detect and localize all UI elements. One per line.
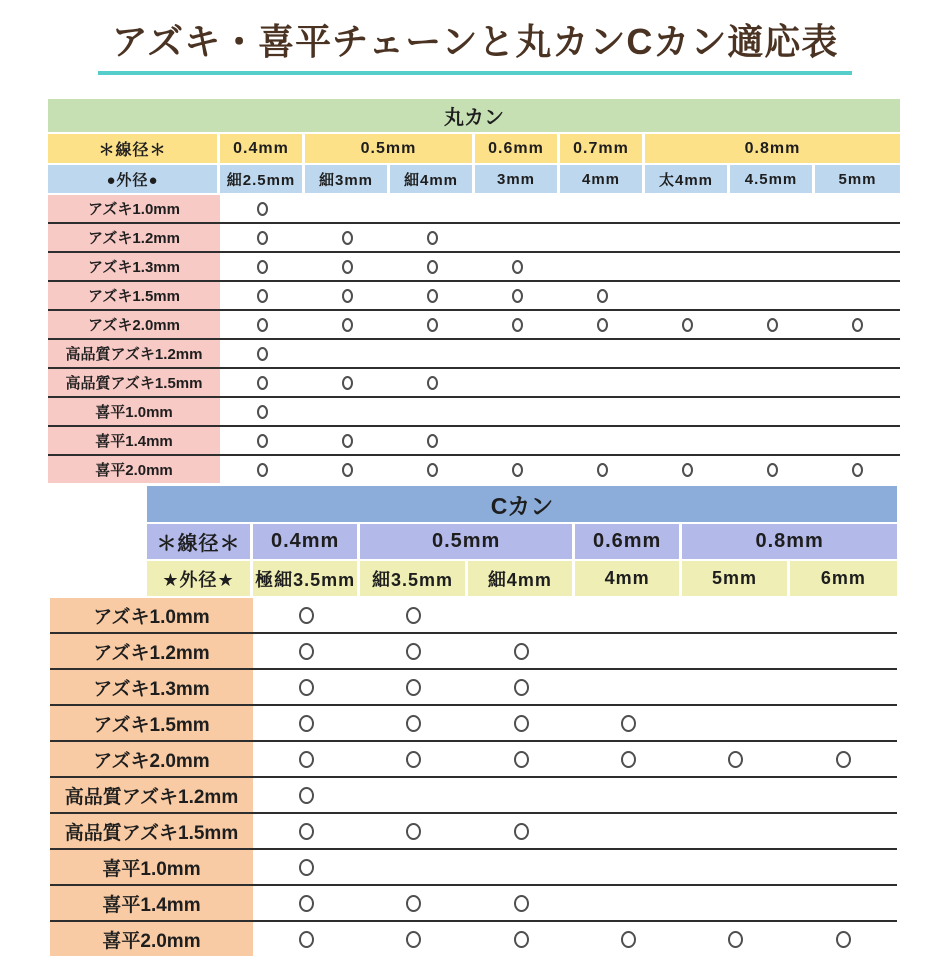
mark-cell bbox=[790, 814, 897, 848]
mark-cell bbox=[360, 598, 467, 632]
mark-cell bbox=[390, 282, 475, 309]
compat-circle-icon bbox=[406, 607, 421, 624]
mark-cell bbox=[360, 778, 467, 812]
mark-cell bbox=[305, 340, 390, 367]
mark-cell bbox=[575, 814, 682, 848]
mark-cell bbox=[815, 224, 900, 251]
table-row bbox=[50, 632, 897, 668]
mark-cell bbox=[468, 778, 575, 812]
compat-circle-icon bbox=[299, 607, 314, 624]
mark-cell bbox=[390, 398, 475, 425]
compat-circle-icon bbox=[767, 318, 778, 332]
mark-cell bbox=[645, 369, 730, 396]
mark-cell bbox=[682, 922, 789, 956]
mark-cell bbox=[305, 224, 390, 251]
mark-cell bbox=[475, 195, 560, 222]
mark-cell bbox=[390, 253, 475, 280]
mark-cell bbox=[790, 598, 897, 632]
mark-cell bbox=[645, 195, 730, 222]
compat-circle-icon bbox=[406, 751, 421, 768]
compat-circle-icon bbox=[514, 643, 529, 660]
mark-cell bbox=[220, 195, 305, 222]
table-row bbox=[48, 338, 900, 367]
mark-cell bbox=[575, 634, 682, 668]
row-label: アズキ1.5mm bbox=[50, 706, 253, 740]
compat-circle-icon bbox=[427, 376, 438, 390]
od-size-cell: 4mm bbox=[575, 561, 682, 596]
od-size-cell: 5mm bbox=[815, 165, 900, 193]
mark-cell bbox=[253, 778, 360, 812]
mark-cell bbox=[390, 369, 475, 396]
compat-circle-icon bbox=[514, 751, 529, 768]
wire-size-cell: 0.8mm bbox=[645, 134, 900, 163]
row-label: 高品質アズキ1.5mm bbox=[50, 814, 253, 848]
outer-diameter-row bbox=[50, 561, 897, 596]
mark-cell bbox=[390, 340, 475, 367]
wire-diameter-row bbox=[50, 524, 897, 559]
compat-circle-icon bbox=[406, 895, 421, 912]
mark-cell bbox=[468, 922, 575, 956]
compat-circle-icon bbox=[514, 679, 529, 696]
wire-size-cell: 0.5mm bbox=[360, 524, 575, 559]
compat-circle-icon bbox=[342, 231, 353, 245]
mark-cell bbox=[645, 398, 730, 425]
compat-circle-icon bbox=[427, 231, 438, 245]
compat-circle-icon bbox=[342, 260, 353, 274]
compat-circle-icon bbox=[299, 715, 314, 732]
outer-diameter-row bbox=[48, 165, 900, 193]
table-row bbox=[48, 454, 900, 483]
mark-cell bbox=[253, 850, 360, 884]
row-label: アズキ1.2mm bbox=[48, 224, 220, 251]
mark-cell bbox=[475, 456, 560, 483]
row-label: アズキ1.3mm bbox=[48, 253, 220, 280]
mark-cell bbox=[390, 195, 475, 222]
mark-cell bbox=[645, 282, 730, 309]
compat-circle-icon bbox=[512, 289, 523, 303]
compat-circle-icon bbox=[512, 463, 523, 477]
mark-cell bbox=[575, 598, 682, 632]
mark-cell bbox=[730, 224, 815, 251]
compat-circle-icon bbox=[406, 823, 421, 840]
mark-cell bbox=[560, 311, 645, 338]
mark-cell bbox=[575, 850, 682, 884]
mark-cell bbox=[682, 706, 789, 740]
mark-cell bbox=[360, 814, 467, 848]
table-row bbox=[50, 848, 897, 884]
mark-cell bbox=[730, 427, 815, 454]
mark-cell bbox=[360, 922, 467, 956]
compat-circle-icon bbox=[342, 434, 353, 448]
compat-circle-icon bbox=[406, 715, 421, 732]
table-row bbox=[50, 884, 897, 920]
table-row bbox=[50, 812, 897, 848]
table-row bbox=[48, 425, 900, 454]
row-label: アズキ1.2mm bbox=[50, 634, 253, 668]
mark-cell bbox=[475, 253, 560, 280]
mark-cell bbox=[560, 398, 645, 425]
mark-cell bbox=[815, 427, 900, 454]
mark-cell bbox=[220, 427, 305, 454]
mark-cell bbox=[468, 634, 575, 668]
od-size-cell: 3mm bbox=[475, 165, 560, 193]
table-row bbox=[50, 598, 897, 632]
outer-diameter-label: ●外径● bbox=[48, 165, 220, 193]
header-offset-spacer bbox=[50, 524, 147, 559]
compat-circle-icon bbox=[852, 463, 863, 477]
mark-cell bbox=[575, 922, 682, 956]
table-row bbox=[48, 222, 900, 251]
row-label: 喜平2.0mm bbox=[48, 456, 220, 483]
mark-cell bbox=[575, 742, 682, 776]
compat-circle-icon bbox=[257, 202, 268, 216]
mark-cell bbox=[360, 850, 467, 884]
compat-circle-icon bbox=[257, 347, 268, 361]
mark-cell bbox=[475, 311, 560, 338]
mark-cell bbox=[468, 814, 575, 848]
table-title-row bbox=[48, 99, 900, 132]
title-block bbox=[0, 0, 950, 75]
row-label: アズキ1.3mm bbox=[50, 670, 253, 704]
mark-cell bbox=[560, 340, 645, 367]
od-size-cell: 6mm bbox=[790, 561, 897, 596]
mark-cell bbox=[220, 340, 305, 367]
mark-cell bbox=[575, 886, 682, 920]
table-row bbox=[50, 920, 897, 956]
mark-cell bbox=[305, 253, 390, 280]
mark-cell bbox=[253, 634, 360, 668]
compat-circle-icon bbox=[767, 463, 778, 477]
mark-cell bbox=[682, 634, 789, 668]
compat-circle-icon bbox=[342, 376, 353, 390]
mark-cell bbox=[730, 195, 815, 222]
row-label: アズキ1.0mm bbox=[50, 598, 253, 632]
mark-cell bbox=[560, 253, 645, 280]
mark-cell bbox=[575, 706, 682, 740]
wire-size-cell: 0.5mm bbox=[305, 134, 475, 163]
mark-cell bbox=[468, 706, 575, 740]
mark-cell bbox=[790, 706, 897, 740]
compat-circle-icon bbox=[299, 643, 314, 660]
mark-cell bbox=[730, 369, 815, 396]
mark-cell bbox=[475, 340, 560, 367]
page-title: アズキ・喜平チェーンと丸カンCカン適応表 bbox=[98, 14, 853, 75]
mark-cell bbox=[645, 311, 730, 338]
compat-circle-icon bbox=[512, 318, 523, 332]
compat-circle-icon bbox=[406, 643, 421, 660]
compat-circle-icon bbox=[514, 715, 529, 732]
mark-cell bbox=[790, 850, 897, 884]
row-label: アズキ2.0mm bbox=[48, 311, 220, 338]
wire-size-cell: 0.6mm bbox=[575, 524, 682, 559]
mark-cell bbox=[390, 224, 475, 251]
mark-cell bbox=[815, 369, 900, 396]
table-row bbox=[50, 704, 897, 740]
compat-circle-icon bbox=[514, 823, 529, 840]
wire-diameter-label: ＊線径＊ bbox=[48, 134, 220, 163]
mark-cell bbox=[560, 427, 645, 454]
mark-cell bbox=[575, 670, 682, 704]
mark-cell bbox=[560, 282, 645, 309]
header-offset-spacer bbox=[50, 561, 147, 596]
od-size-cell: 細3mm bbox=[305, 165, 390, 193]
mark-cell bbox=[360, 634, 467, 668]
mark-cell bbox=[815, 311, 900, 338]
mark-cell bbox=[305, 427, 390, 454]
mark-cell bbox=[390, 427, 475, 454]
wire-size-cell: 0.6mm bbox=[475, 134, 560, 163]
compat-circle-icon bbox=[512, 260, 523, 274]
mark-cell bbox=[468, 598, 575, 632]
mark-cell bbox=[790, 670, 897, 704]
table-row bbox=[50, 740, 897, 776]
mark-cell bbox=[253, 742, 360, 776]
mark-cell bbox=[815, 195, 900, 222]
mark-cell bbox=[360, 670, 467, 704]
od-size-cell: 5mm bbox=[682, 561, 789, 596]
wire-size-cell: 0.4mm bbox=[220, 134, 305, 163]
table-row bbox=[50, 776, 897, 812]
row-label: 喜平1.4mm bbox=[50, 886, 253, 920]
table-row bbox=[48, 280, 900, 309]
compat-circle-icon bbox=[682, 463, 693, 477]
mark-cell bbox=[645, 224, 730, 251]
od-size-cell: 太4mm bbox=[645, 165, 730, 193]
row-label: 喜平2.0mm bbox=[50, 922, 253, 956]
compat-circle-icon bbox=[406, 931, 421, 948]
mark-cell bbox=[305, 311, 390, 338]
table-title: 丸カン bbox=[48, 99, 900, 132]
mark-cell bbox=[220, 224, 305, 251]
outer-diameter-label: ★外径★ bbox=[147, 561, 253, 596]
compat-circle-icon bbox=[406, 679, 421, 696]
compat-circle-icon bbox=[852, 318, 863, 332]
mark-cell bbox=[305, 369, 390, 396]
mark-cell bbox=[790, 742, 897, 776]
mark-cell bbox=[220, 253, 305, 280]
mark-cell bbox=[253, 598, 360, 632]
mark-cell bbox=[468, 886, 575, 920]
mark-cell bbox=[730, 311, 815, 338]
mark-cell bbox=[253, 922, 360, 956]
od-size-cell: 細4mm bbox=[468, 561, 575, 596]
mark-cell bbox=[730, 253, 815, 280]
mark-cell bbox=[475, 224, 560, 251]
table-row bbox=[50, 668, 897, 704]
mark-cell bbox=[815, 282, 900, 309]
compat-circle-icon bbox=[836, 751, 851, 768]
mark-cell bbox=[575, 778, 682, 812]
compat-circle-icon bbox=[257, 289, 268, 303]
mark-cell bbox=[305, 398, 390, 425]
mark-cell bbox=[468, 670, 575, 704]
compat-circle-icon bbox=[514, 931, 529, 948]
row-label: アズキ1.0mm bbox=[48, 195, 220, 222]
mark-cell bbox=[815, 340, 900, 367]
mark-cell bbox=[253, 814, 360, 848]
wire-size-cell: 0.8mm bbox=[682, 524, 897, 559]
od-size-cell: 細3.5mm bbox=[360, 561, 467, 596]
row-label: 高品質アズキ1.2mm bbox=[50, 778, 253, 812]
mark-cell bbox=[790, 886, 897, 920]
mark-cell bbox=[682, 742, 789, 776]
mark-cell bbox=[682, 598, 789, 632]
mark-cell bbox=[220, 456, 305, 483]
mark-cell bbox=[390, 311, 475, 338]
row-label: 喜平1.0mm bbox=[50, 850, 253, 884]
wire-diameter-row bbox=[48, 134, 900, 163]
mark-cell bbox=[682, 670, 789, 704]
mark-cell bbox=[475, 427, 560, 454]
row-label: アズキ2.0mm bbox=[50, 742, 253, 776]
row-label: 高品質アズキ1.5mm bbox=[48, 369, 220, 396]
compat-circle-icon bbox=[597, 318, 608, 332]
mark-cell bbox=[390, 456, 475, 483]
compat-circle-icon bbox=[682, 318, 693, 332]
wire-size-cell: 0.4mm bbox=[253, 524, 360, 559]
mark-cell bbox=[645, 253, 730, 280]
mark-cell bbox=[253, 886, 360, 920]
compat-circle-icon bbox=[621, 751, 636, 768]
mark-cell bbox=[815, 456, 900, 483]
table-title: Cカン bbox=[147, 486, 897, 522]
compat-circle-icon bbox=[299, 931, 314, 948]
ckan-table bbox=[50, 486, 897, 956]
od-size-cell: 4mm bbox=[560, 165, 645, 193]
compat-circle-icon bbox=[427, 434, 438, 448]
compat-circle-icon bbox=[299, 679, 314, 696]
mark-cell bbox=[468, 850, 575, 884]
compat-circle-icon bbox=[257, 231, 268, 245]
compat-circle-icon bbox=[257, 318, 268, 332]
mark-cell bbox=[360, 742, 467, 776]
marukan-table bbox=[48, 99, 900, 483]
mark-cell bbox=[730, 282, 815, 309]
mark-cell bbox=[475, 398, 560, 425]
mark-cell bbox=[305, 195, 390, 222]
row-label: アズキ1.5mm bbox=[48, 282, 220, 309]
mark-cell bbox=[253, 670, 360, 704]
row-label: 喜平1.0mm bbox=[48, 398, 220, 425]
table-row bbox=[48, 367, 900, 396]
mark-cell bbox=[220, 282, 305, 309]
compat-circle-icon bbox=[728, 751, 743, 768]
mark-cell bbox=[360, 706, 467, 740]
compat-circle-icon bbox=[427, 318, 438, 332]
wire-diameter-label: ＊線径＊ bbox=[147, 524, 253, 559]
compat-circle-icon bbox=[597, 289, 608, 303]
mark-cell bbox=[560, 369, 645, 396]
compat-circle-icon bbox=[342, 463, 353, 477]
compat-circle-icon bbox=[342, 318, 353, 332]
compat-circle-icon bbox=[342, 289, 353, 303]
mark-cell bbox=[682, 814, 789, 848]
compat-circle-icon bbox=[257, 376, 268, 390]
compat-circle-icon bbox=[257, 434, 268, 448]
mark-cell bbox=[645, 340, 730, 367]
table-row bbox=[48, 195, 900, 222]
mark-cell bbox=[560, 224, 645, 251]
compat-circle-icon bbox=[427, 463, 438, 477]
table-row bbox=[48, 309, 900, 338]
mark-cell bbox=[475, 369, 560, 396]
od-size-cell: 4.5mm bbox=[730, 165, 815, 193]
od-size-cell: 細2.5mm bbox=[220, 165, 305, 193]
compat-circle-icon bbox=[427, 260, 438, 274]
mark-cell bbox=[220, 369, 305, 396]
mark-cell bbox=[815, 398, 900, 425]
table-row bbox=[48, 396, 900, 425]
mark-cell bbox=[682, 778, 789, 812]
compat-circle-icon bbox=[621, 931, 636, 948]
mark-cell bbox=[305, 456, 390, 483]
mark-cell bbox=[475, 282, 560, 309]
compat-circle-icon bbox=[299, 859, 314, 876]
compat-circle-icon bbox=[257, 463, 268, 477]
mark-cell bbox=[468, 742, 575, 776]
mark-cell bbox=[790, 778, 897, 812]
mark-cell bbox=[682, 850, 789, 884]
mark-cell bbox=[220, 398, 305, 425]
mark-cell bbox=[645, 427, 730, 454]
mark-cell bbox=[730, 398, 815, 425]
header-offset-spacer bbox=[50, 486, 147, 522]
mark-cell bbox=[253, 706, 360, 740]
compat-circle-icon bbox=[427, 289, 438, 303]
table-title-row bbox=[50, 486, 897, 522]
od-size-cell: 極細3.5mm bbox=[253, 561, 360, 596]
mark-cell bbox=[560, 456, 645, 483]
wire-size-cell: 0.7mm bbox=[560, 134, 645, 163]
row-label: 喜平1.4mm bbox=[48, 427, 220, 454]
compat-circle-icon bbox=[257, 405, 268, 419]
mark-cell bbox=[360, 886, 467, 920]
compat-circle-icon bbox=[257, 260, 268, 274]
mark-cell bbox=[682, 886, 789, 920]
mark-cell bbox=[220, 311, 305, 338]
compat-circle-icon bbox=[299, 751, 314, 768]
compat-circle-icon bbox=[514, 895, 529, 912]
compat-circle-icon bbox=[299, 787, 314, 804]
mark-cell bbox=[730, 456, 815, 483]
compat-circle-icon bbox=[597, 463, 608, 477]
mark-cell bbox=[305, 282, 390, 309]
row-label: 高品質アズキ1.2mm bbox=[48, 340, 220, 367]
mark-cell bbox=[815, 253, 900, 280]
compat-circle-icon bbox=[728, 931, 743, 948]
compat-circle-icon bbox=[836, 931, 851, 948]
compat-circle-icon bbox=[299, 895, 314, 912]
compat-circle-icon bbox=[299, 823, 314, 840]
table-row bbox=[48, 251, 900, 280]
mark-cell bbox=[790, 922, 897, 956]
compat-circle-icon bbox=[621, 715, 636, 732]
mark-cell bbox=[645, 456, 730, 483]
mark-cell bbox=[730, 340, 815, 367]
mark-cell bbox=[560, 195, 645, 222]
mark-cell bbox=[790, 634, 897, 668]
od-size-cell: 細4mm bbox=[390, 165, 475, 193]
